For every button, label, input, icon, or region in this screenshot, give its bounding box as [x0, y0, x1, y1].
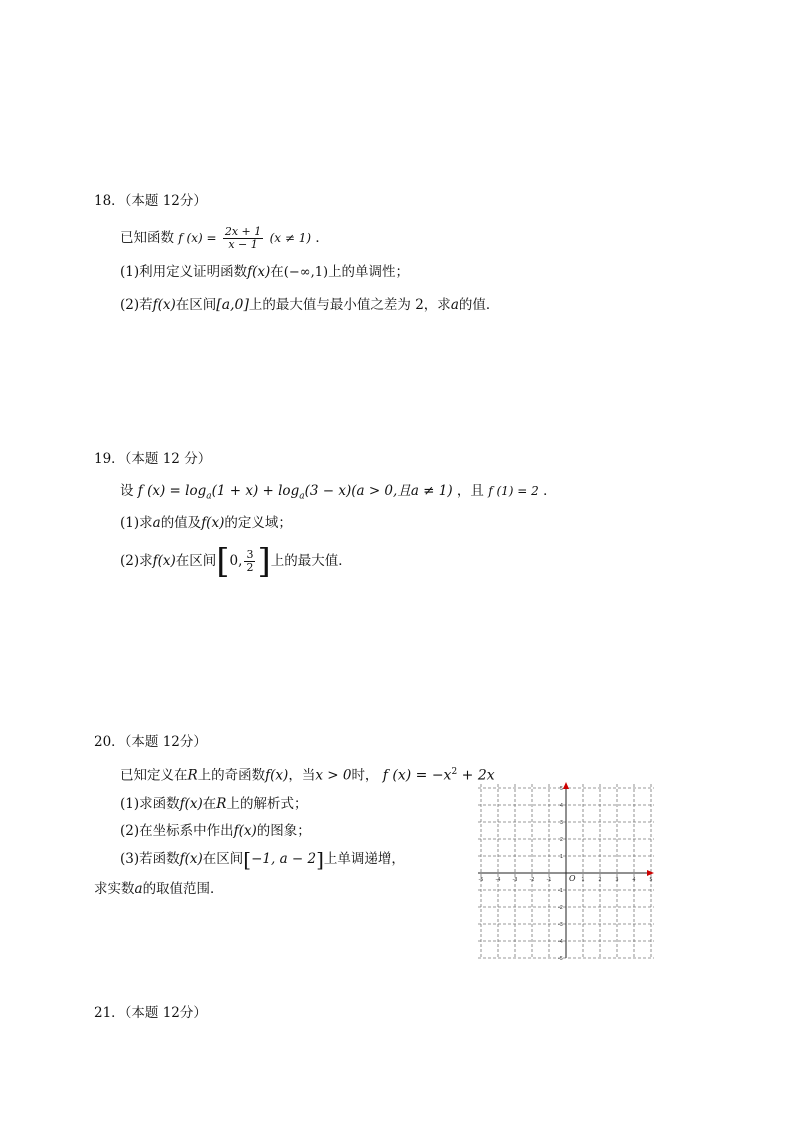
- problem-18-number: 18．（本题 12分）: [94, 193, 207, 209]
- problem-21-number: 21．（本题 12分）: [94, 1005, 207, 1021]
- problem-19-fraction: $\frac{3}{2}$: [246, 548, 254, 574]
- x-tick-label: -4: [495, 877, 501, 883]
- coordinate-grid-svg: [478, 782, 654, 960]
- y-tick-label: -3: [558, 922, 563, 928]
- problem-20-part3-line2: 求实数a的取值范围．: [94, 881, 224, 897]
- problem-20-part1: (1)求函数f(x)在R上的解析式；: [120, 796, 308, 812]
- problem-20-number: 20．（本题 12分）: [94, 734, 207, 750]
- y-tick-label: 3: [559, 820, 563, 826]
- x-tick-label: 2: [598, 877, 602, 883]
- problem-19-intro: 设 f $(x) = \log_a(1 + x) + \log_a(3 - x)(a > 0$,且a ≠ 1) ，且 f (1) = 2 ．: [120, 483, 557, 502]
- x-tick-label: -5: [478, 877, 484, 883]
- origin-label: O: [569, 874, 576, 883]
- problem-20-part3: (3)若函数f(x)在区间[−1, a − 2]上单调递增，: [120, 847, 405, 872]
- y-tick-label: -2: [558, 905, 563, 911]
- x-tick-label: 5: [649, 877, 653, 883]
- x-tick-label: 4: [632, 877, 636, 883]
- y-tick-label: 4: [559, 803, 563, 809]
- problem-19-part2: (2)求f(x)在区间[0, $\frac{3}{2}$ ]上的最大值．: [120, 541, 352, 582]
- x-tick-label: 3: [615, 877, 619, 883]
- left-bracket: [: [243, 847, 252, 872]
- y-axis-arrow-icon: [563, 782, 569, 789]
- left-bracket: [: [216, 541, 230, 582]
- coordinate-grid: [478, 782, 654, 960]
- y-tick-label: 5: [559, 786, 563, 792]
- problem-18-part2: (2)若f(x)在区间[a,0]上的最大值与最小值之差为 2，求a的值．: [120, 297, 500, 313]
- y-tick-label: 1: [559, 854, 563, 860]
- problem-18-part1: (1)利用定义证明函数f(x)在(−∞,1)上的单调性；: [120, 264, 410, 280]
- x-tick-label: -3: [512, 877, 518, 883]
- problem-19-number: 19．（本题 12 分）: [94, 451, 212, 467]
- problem-19-part1: (1)求a的值及f(x)的定义域；: [120, 515, 292, 531]
- x-tick-label: -2: [529, 877, 535, 883]
- x-axis-arrow-icon: [647, 870, 654, 876]
- x-tick-label: 1: [581, 877, 585, 883]
- problem-20-part2: (2)在坐标系中作出f(x)的图象；: [120, 823, 311, 839]
- y-tick-label: 2: [559, 837, 563, 843]
- right-bracket: ]: [316, 847, 324, 872]
- x-tick-label: -1: [546, 877, 552, 883]
- problem-18-fraction: $\frac{2x + 1}{x - 1}$: [224, 225, 262, 251]
- right-bracket: ]: [257, 541, 271, 582]
- problem-18-intro: 已知函数 f (x) = $\frac{2x + 1}{x - 1}$ (x ≠ 1) ．: [120, 225, 329, 251]
- problem-20-intro: 已知定义在R上的奇函数f(x)，当x > 0时， f $(x) = -x^2 + 2x$: [120, 767, 495, 784]
- y-tick-label: -1: [558, 888, 563, 894]
- y-tick-label: -5: [558, 956, 563, 960]
- y-tick-label: -4: [558, 939, 563, 945]
